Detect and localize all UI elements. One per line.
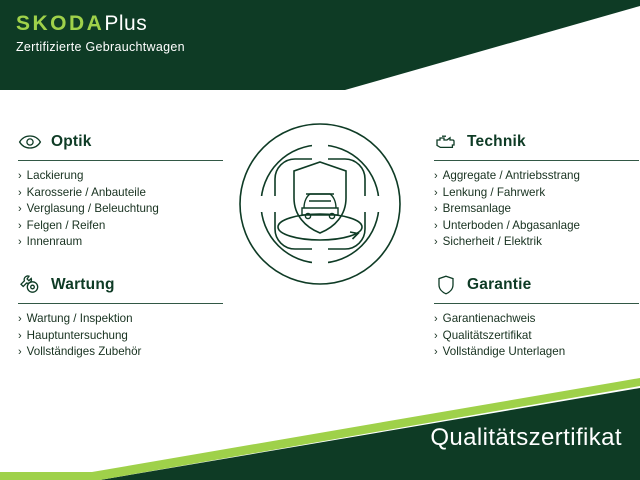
eye-icon <box>18 130 42 154</box>
section-technik-title: Technik <box>467 133 526 150</box>
brand-primary-text: SKODA <box>16 12 105 35</box>
list-item <box>18 218 223 235</box>
chevron-right-icon: › <box>434 203 438 216</box>
list-item-label: Aggregate / Antriebsstrang <box>442 169 580 182</box>
list-item-label: Sicherheit / Elektrik <box>442 235 542 249</box>
list-item <box>18 344 223 361</box>
section-technik-header <box>434 130 639 159</box>
list-item <box>434 344 639 361</box>
section-garantie <box>434 273 639 361</box>
section-garantie-list <box>434 311 639 361</box>
list-item-label: Innenraum <box>26 235 83 249</box>
footer-title: Qualitätszertifikat <box>430 424 622 451</box>
chevron-right-icon: › <box>18 186 22 199</box>
divider <box>434 303 639 304</box>
chevron-right-icon: › <box>434 186 438 199</box>
list-item <box>434 234 639 251</box>
list-item-label: Vollständige Unterlagen <box>442 345 566 359</box>
chevron-right-icon: › <box>434 329 438 342</box>
section-wartung-header <box>18 273 223 302</box>
list-item-label: Lenkung / Fahrwerk <box>442 185 546 199</box>
wrench-gear-icon <box>18 273 42 297</box>
left-column <box>18 130 223 379</box>
section-wartung-list <box>18 311 223 361</box>
divider <box>18 160 223 161</box>
right-column <box>434 130 639 379</box>
section-garantie-header <box>434 273 639 302</box>
chevron-right-icon: › <box>18 219 22 232</box>
list-item-label: Unterboden / Abgasanlage <box>442 218 580 232</box>
chevron-right-icon: › <box>18 312 22 325</box>
list-item <box>18 311 223 328</box>
shield-icon <box>434 273 458 297</box>
section-garantie-title: Garantie <box>467 275 532 293</box>
brand-secondary-text: Plus <box>104 12 148 35</box>
chevron-right-icon: › <box>18 329 22 342</box>
list-item <box>434 328 639 345</box>
list-item <box>18 168 223 185</box>
list-item <box>434 311 639 328</box>
list-item-label: Bremsanlage <box>442 202 511 216</box>
chevron-right-icon: › <box>18 203 22 216</box>
divider <box>434 160 639 161</box>
list-item <box>18 185 223 202</box>
list-item-label: Vollständiges Zubehör <box>26 345 142 359</box>
list-item-label: Lackierung <box>26 169 84 182</box>
chevron-right-icon: › <box>434 312 438 325</box>
certified-vehicle-emblem <box>238 122 402 286</box>
list-item-label: Wartung / Inspektion <box>26 311 133 325</box>
list-item-label: Garantienachweis <box>442 311 536 325</box>
list-item-label: Hauptuntersuchung <box>26 328 128 342</box>
chevron-right-icon: › <box>18 346 22 359</box>
section-optik <box>18 130 223 251</box>
list-item <box>434 218 639 235</box>
section-wartung-title: Wartung <box>51 275 115 293</box>
section-optik-title: Optik <box>51 133 92 150</box>
list-item-label: Verglasung / Beleuchtung <box>26 202 159 216</box>
chevron-right-icon: › <box>434 346 438 359</box>
section-wartung <box>18 273 223 361</box>
chevron-right-icon: › <box>18 236 22 249</box>
chevron-right-icon: › <box>434 170 438 182</box>
list-item <box>434 168 639 185</box>
section-technik <box>434 130 639 251</box>
list-item <box>18 201 223 218</box>
brand-wordmark <box>16 12 185 36</box>
chevron-right-icon: › <box>434 236 438 249</box>
brand-logo <box>16 12 185 54</box>
list-item <box>434 201 639 218</box>
list-item <box>18 328 223 345</box>
section-optik-list <box>18 168 223 251</box>
chevron-right-icon: › <box>18 170 22 182</box>
brand-tagline: Zertifizierte Gebrauchtwagen <box>16 40 185 54</box>
chevron-right-icon: › <box>434 219 438 232</box>
section-optik-header <box>18 130 223 159</box>
engine-icon <box>434 130 458 154</box>
list-item-label: Qualitätszertifikat <box>442 328 532 342</box>
list-item-label: Karosserie / Anbauteile <box>26 185 146 199</box>
list-item <box>434 185 639 202</box>
section-technik-list <box>434 168 639 251</box>
list-item-label: Felgen / Reifen <box>26 218 106 232</box>
list-item <box>18 234 223 251</box>
divider <box>18 303 223 304</box>
